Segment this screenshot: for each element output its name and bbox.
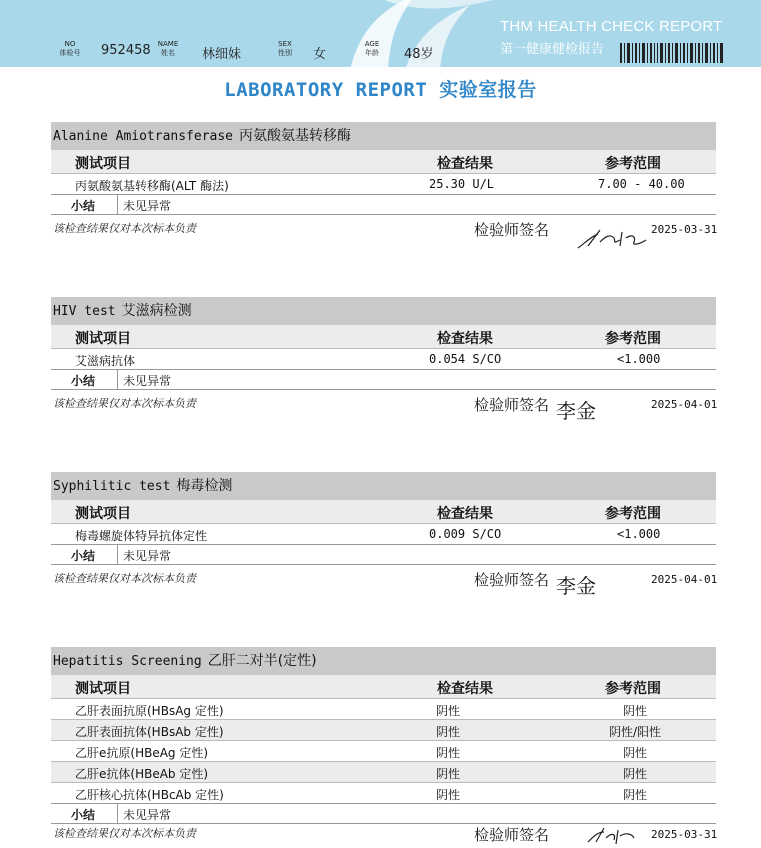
column-header: 测试项目 检查结果 参考范围: [51, 675, 716, 698]
table-row: 梅毒螺旋体特异抗体定性 0.009 S/CO <1.000: [51, 523, 716, 544]
section-syphilis: [51, 472, 716, 565]
signer-label: 检验师签名: [474, 826, 550, 844]
table-row: 乙肝核心抗体(HBcAb 定性) 阴性 阴性: [51, 782, 716, 803]
section-hiv: [51, 297, 716, 390]
table-row: 乙肝表面抗体(HBsAb 定性) 阴性 阴性/阳性: [51, 719, 716, 740]
brand-english: THM HEALTH CHECK REPORT: [500, 18, 723, 35]
summary-row: 小结 未见异常: [51, 369, 716, 390]
disclaimer: 该检查结果仅对本次标本负责: [53, 222, 196, 235]
field-name-label: NAME 姓名: [157, 40, 179, 57]
report-date: 2025-04-01: [651, 398, 718, 411]
barcode: [620, 43, 726, 63]
handwritten-signature: [586, 826, 636, 846]
section-title: Syphilitic test 梅毒检测: [51, 472, 716, 500]
signature-name: 李金: [556, 399, 596, 423]
column-header: 测试项目 检查结果 参考范围: [51, 500, 716, 523]
disclaimer: 该检查结果仅对本次标本负责: [53, 572, 196, 585]
disclaimer: 该检查结果仅对本次标本负责: [53, 397, 196, 410]
section-hepatitis: [51, 647, 716, 824]
section-alt: [51, 122, 716, 215]
handwritten-signature: [576, 226, 648, 252]
report-title: LABORATORY REPORT 实验室报告: [224, 79, 537, 101]
signature-name: 李金: [556, 574, 596, 598]
disclaimer: 该检查结果仅对本次标本负责: [53, 827, 196, 840]
column-header: 测试项目 检查结果 参考范围: [51, 325, 716, 348]
section-title: HIV test 艾滋病检测: [51, 297, 716, 325]
field-name-value: 林细妹: [202, 47, 242, 62]
section-title: Alanine Amiotransferase 丙氨酸氨基转移酶: [51, 122, 716, 150]
field-sex-label: SEX 性别: [278, 40, 292, 57]
field-no-value: 952458: [101, 43, 151, 58]
table-row: 乙肝e抗体(HBeAb 定性) 阴性 阴性: [51, 761, 716, 782]
header-band: [0, 0, 761, 67]
field-age-label: AGE 年龄: [364, 40, 380, 57]
table-row: 丙氨酸氨基转移酶(ALT 酶法) 25.30 U/L 7.00 - 40.00: [51, 173, 716, 194]
report-date: 2025-03-31: [651, 828, 718, 841]
report-date: 2025-04-01: [651, 573, 718, 586]
table-row: 乙肝e抗原(HBeAg 定性) 阴性 阴性: [51, 740, 716, 761]
summary-row: 小结 未见异常: [51, 544, 716, 565]
brand-chinese: 第一健康健检报告: [500, 42, 605, 57]
summary-row: 小结 未见异常: [51, 803, 716, 824]
field-age-value: 48岁: [404, 47, 434, 62]
field-no-label: NO 体检号: [59, 40, 81, 57]
signer-label: 检验师签名: [474, 396, 550, 414]
signer-label: 检验师签名: [474, 221, 550, 239]
table-row: 艾滋病抗体 0.054 S/CO <1.000: [51, 348, 716, 369]
field-sex-value: 女: [313, 47, 327, 62]
table-row: 乙肝表面抗原(HBsAg 定性) 阴性 阴性: [51, 698, 716, 719]
signer-label: 检验师签名: [474, 571, 550, 589]
report-date: 2025-03-31: [651, 223, 718, 236]
summary-row: 小结 未见异常: [51, 194, 716, 215]
column-header: 测试项目 检查结果 参考范围: [51, 150, 716, 173]
section-title: Hepatitis Screening 乙肝二对半(定性): [51, 647, 716, 675]
